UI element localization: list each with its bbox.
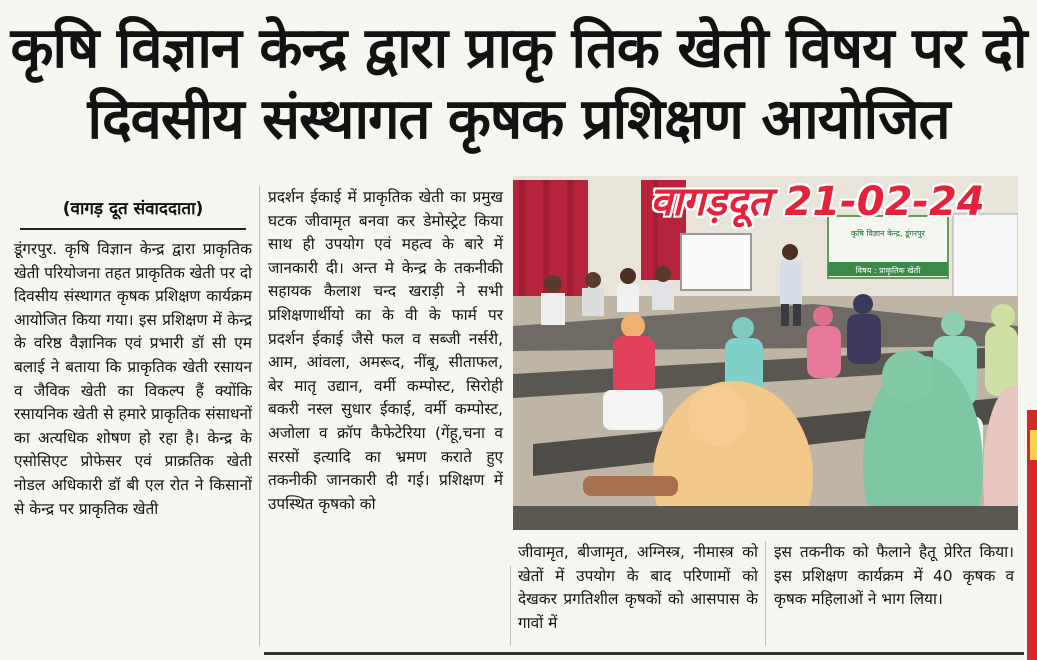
- bottom-rule: [264, 652, 1024, 655]
- banner-subtext: विषय : प्राकृतिक खेती: [855, 266, 921, 275]
- article-text: इस तकनीक को फैलाने हैतू प्रेरित किया। इस प्रशिक्षण कार्यक्रम में 40 कृषक व कृषक महिलाओं ने भाग लिया।: [774, 543, 1014, 609]
- headline-line-2: दिवसीय संस्थागत कृषक प्रशिक्षण आयोजित: [87, 87, 950, 152]
- training-photo: [513, 176, 1018, 530]
- headline: [0, 14, 1037, 156]
- article-column-1: [14, 238, 252, 521]
- headline-line-1: कृषि विज्ञान केन्द्र द्वारा प्राकृ तिक खेती विषय पर दो: [10, 16, 1027, 81]
- article-column-3: [518, 541, 758, 635]
- byline-rule: [20, 228, 246, 230]
- column-divider: [510, 566, 511, 646]
- adjacent-ad-edge: [1030, 430, 1037, 460]
- article-text: जीवामृत, बीजामृत, अग्निस्त्र, नीमास्त्र को खेतों में उपयोग के बाद परिणामों को देखकर प्रगतिशील कृषकों को आसपास के गावों में: [518, 543, 758, 632]
- article-column-2: [268, 186, 503, 516]
- article-text: प्रदर्शन ईकाई में प्राकृतिक खेती का प्रमुख घटक जीवामृत बनवा कर डेमोस्ट्रेट किया साथ ही उपयोग एवं महत्व के बारे में जानकारी दी। अन्त मे केन्द्र के तकनीकी सहायक कैलाश चन्द खराड़ी ने सभी प्रशिक्षणार्थीयो का के वी के फार्म पर प्रदर्शन ईकाई जैसे फल व सब्जी नर्सरी, आम, आंवला, अमरूद, नींबू, सीताफल, बेर मातृ उद्यान, वर्मी कम्पोस्ट, सिरोही बकरी नस्ल सुधार ईकाई, वर्मी कम्पोस्ट, अजोला व क्रॉप कैफेटेरिया (गेंहू,चना व सरसों इत्यादि का भ्रमण कराते हुए तकनीकी जानकारी दी गई। प्रशिक्षण में उपस्थित कृषको को: [268, 188, 503, 513]
- byline: (वागड़ दूत संवाददाता): [62, 199, 204, 219]
- article-text: डूंगरपुर. कृषि विज्ञान केन्द्र द्वारा प्राकृतिक खेती परियोजना तहत प्राकृतिक खेती पर दो दिवसीय संस्थागत कृषक प्रशिक्षण कार्यक्रम आयोजित किया गया। इस प्रशिक्षण में केन्द्र के वरिष्ठ वैज्ञानिक एवं प्रभारी डॉ सी एम बलाई ने बताया कि प्राकृतिक खेती रसायन व जैविक खेती का विकल्प हैं क्योंकि रसायनिक खेती से हमारे प्राकृतिक संसाधनों का अत्यधिक शोषण हो रहा है। केन्द्र के एसोसिएट प्रोफेसर एवं प्राक्रतिक खेती नोडल अधिकारी डॉ बी एल रोत ने किसानों से केन्द्र पर प्राकृतिक खेती: [14, 240, 252, 518]
- article-column-4: [774, 541, 1014, 612]
- column-divider: [765, 541, 766, 646]
- watermark-date: वागड़दूत 21-02-24: [650, 179, 985, 225]
- column-divider: [259, 186, 260, 646]
- training-photo-illustration: [513, 176, 1018, 530]
- banner-text: कृषि विज्ञान केन्द्र, डूंगरपुर: [851, 229, 925, 238]
